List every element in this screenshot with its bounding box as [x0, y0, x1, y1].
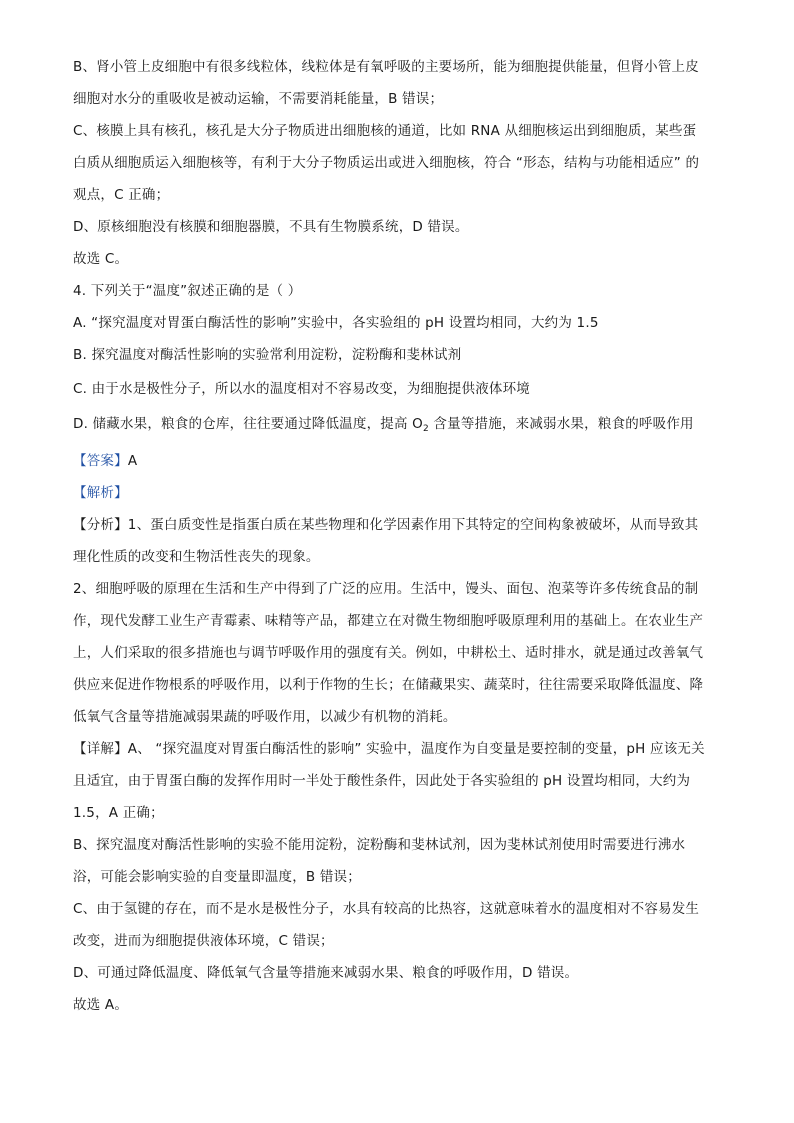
prev-explain-b-line2: 细胞对水分的重吸收是被动运输，不需要消耗能量，B 错误； [73, 91, 444, 107]
prev-explain-c-line3: 观点，C 正确； [73, 187, 170, 203]
analysis-line6: 供应来促进作物根系的呼吸作用，以利于作物的生长；在储藏果实、蔬菜时，往往需要采取降低温度、降 [73, 677, 704, 693]
detail-line5: 浴，可能会影响实验的自变量即温度，B 错误； [73, 869, 361, 885]
answer-line [73, 451, 137, 471]
prev-explain-b-line1: B、肾小管上皮细胞中有很多线粒体，线粒体是有氧呼吸的主要场所，能为细胞提供能量，但肾小管上皮 [73, 59, 699, 75]
prev-answer-choice: 故选 C。 [73, 251, 129, 267]
analysis-line4: 作，现代发酵工业生产青霉素、味精等产品，都建立在对微生物细胞呼吸原理利用的基础上。在农业生产 [73, 613, 704, 629]
option-a: A. “探究温度对胃蛋白酶活性的影响”实验中，各实验组的 pH 设置均相同，大约为 1.5 [73, 315, 599, 331]
detail-line6: C、由于氢键的存在，而不是水是极性分子，水具有较高的比热容，这就意味着水的温度相对不容易发生 [73, 901, 700, 917]
detail-line4: B、探究温度对酶活性影响的实验不能用淀粉，淀粉酶和斐林试剂，因为斐林试剂使用时需要进行沸水 [73, 837, 686, 853]
prev-explain-c-line2: 白质从细胞质运入细胞核等，有利于大分子物质运出或进入细胞核，符合 “形态，结构与功能相适应” 的 [73, 155, 700, 171]
option-b: B. 探究温度对酶活性影响的实验常利用淀粉，淀粉酶和斐林试剂 [73, 347, 462, 363]
analysis-label: 【解析】 [73, 485, 128, 501]
prev-explain-d: D、原核细胞没有核膜和细胞器膜，不具有生物膜系统，D 错误。 [73, 219, 469, 235]
detail-line3: 1.5，A 正确； [73, 805, 164, 821]
analysis-line2: 理化性质的改变和生物活性丧失的现象。 [73, 549, 320, 565]
detail-line8: D、可通过降低温度、降低氧气含量等措施来减弱水果、粮食的呼吸作用，D 错误。 [73, 965, 579, 981]
prev-explain-c-line1: C、核膜上具有核孔，核孔是大分子物质进出细胞核的通道，比如 RNA 从细胞核运出到细胞质，某些蛋 [73, 123, 697, 139]
final-answer-choice: 故选 A。 [73, 997, 129, 1013]
analysis-line3: 2、细胞呼吸的原理在生活和生产中得到了广泛的应用。生活中，馒头、面包、泡菜等许多传统食品的制 [73, 581, 699, 597]
detail-line1: 【详解】A、 “探究温度对胃蛋白酶活性的影响” 实验中，温度作为自变量是要控制的变量，pH 应该无关 [73, 741, 705, 757]
analysis-line1: 【分析】1、蛋白质变性是指蛋白质在某些物理和化学因素作用下其特定的空间构象被破坏，从而导致其 [73, 517, 699, 533]
analysis-line7: 低氧气含量等措施减弱果蔬的呼吸作用，以减少有机物的消耗。 [73, 709, 457, 725]
analysis-line5: 上，人们采取的很多措施也与调节呼吸作用的强度有关。例如，中耕松土、适时排水，就是通过改善氧气 [73, 645, 704, 661]
answer-value: A [127, 453, 138, 469]
detail-line7: 改变，进而为细胞提供液体环境，C 错误； [73, 933, 334, 949]
answer-label: 【答案】 [73, 453, 128, 469]
option-c: C. 由于水是极性分子，所以水的温度相对不容易改变，为细胞提供液体环境 [73, 381, 531, 397]
option-d: D. 储藏水果，粮食的仓库，往往要通过降低温度，提高 $O_2$ 含量等措施，来减弱水果，粮食的呼吸作用 [73, 416, 694, 434]
question-4-stem: 4. 下列关于“温度”叙述正确的是（ ） [73, 283, 302, 299]
detail-line2: 且适宜，由于胃蛋白酶的发挥作用时一半处于酸性条件，因此处于各实验组的 pH 设置均相同，大约为 [73, 773, 691, 789]
